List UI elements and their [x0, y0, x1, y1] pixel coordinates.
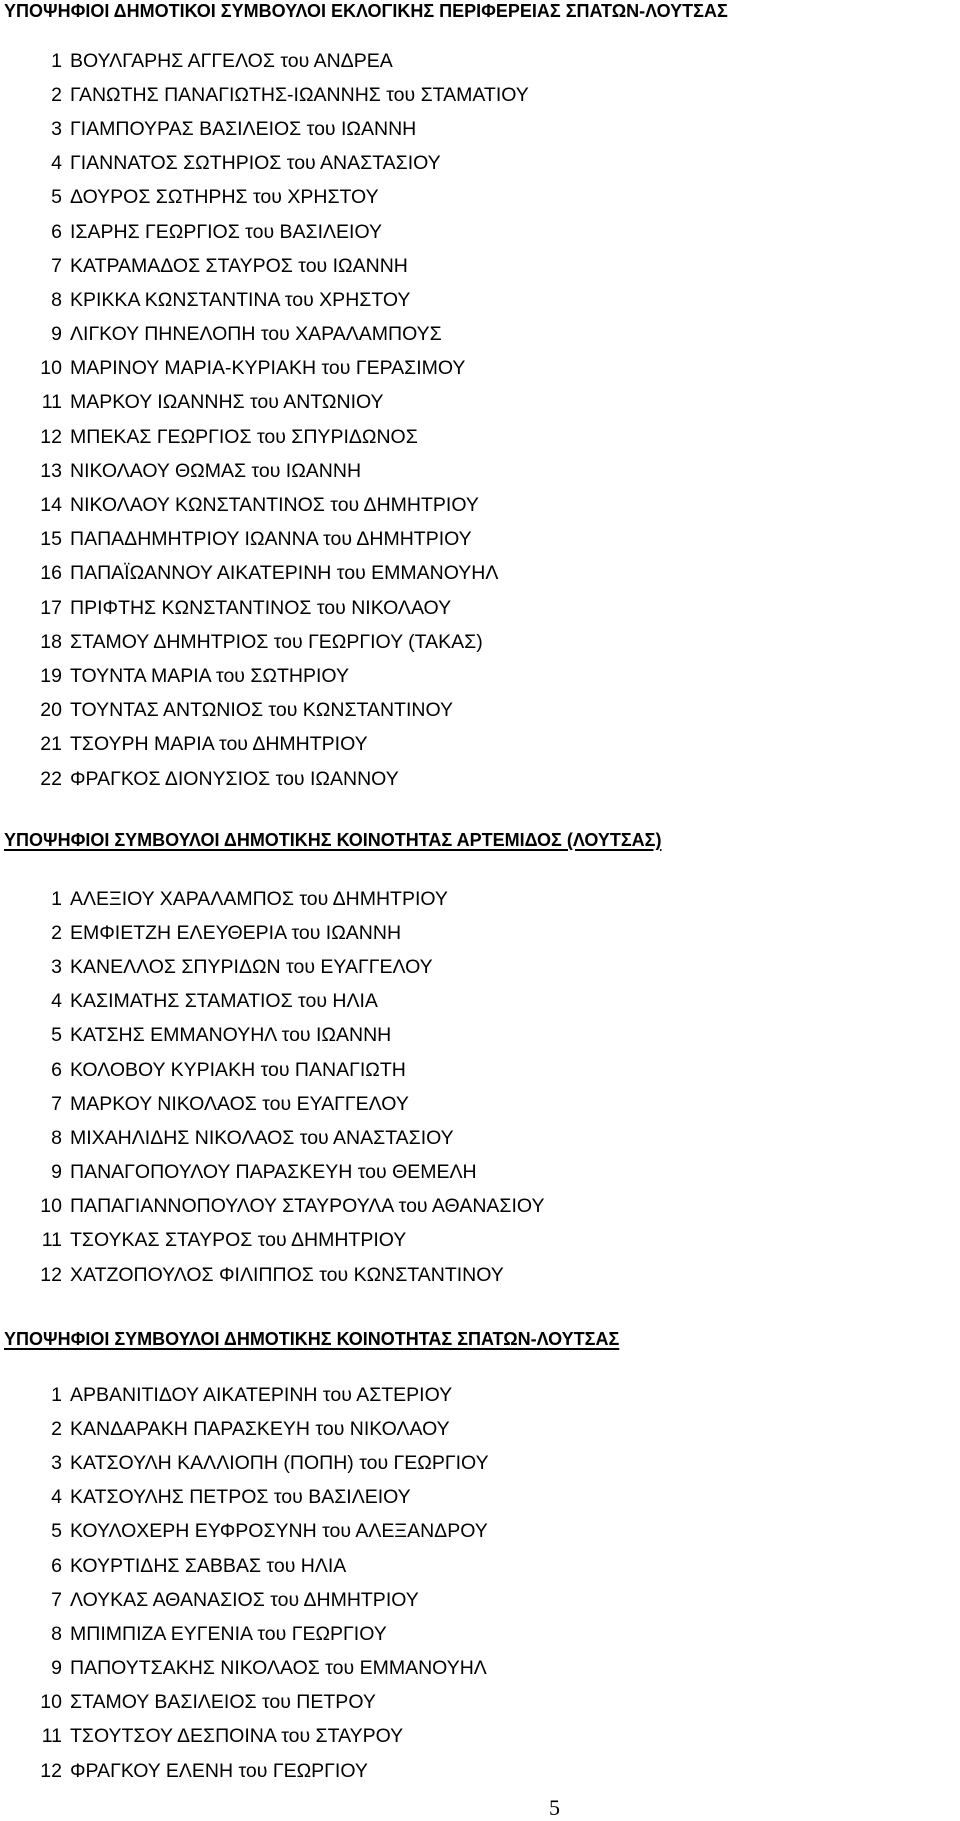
candidate-name: ΤΣΟΥΚΑΣ ΣΤΑΥΡΟΣ του ΔΗΜΗΤΡΙΟΥ — [70, 1229, 407, 1252]
list-item — [0, 916, 920, 950]
candidate-number: 1 — [51, 49, 62, 72]
list-item — [0, 1190, 920, 1224]
candidate-name: ΝΙΚΟΛΑΟΥ ΚΩΝΣΤΑΝΤΙΝΟΣ του ΔΗΜΗΤΡΙΟΥ — [70, 494, 479, 517]
candidate-number: 2 — [51, 921, 62, 944]
list-item — [0, 694, 920, 728]
list-item — [0, 557, 920, 591]
candidate-number: 8 — [51, 1126, 62, 1149]
list-item — [0, 1652, 920, 1686]
section-title-spata-loutsa-community: ΥΠΟΨΗΦΙΟΙ ΣΥΜΒΟΥΛΟΙ ΔΗΜΟΤΙΚΗΣ ΚΟΙΝΟΤΗΤΑΣ ΣΠΑΤΩΝ-ΛΟΥΤΣΑΣ — [4, 1329, 620, 1349]
candidate-number: 2 — [51, 1417, 62, 1440]
candidate-name: ΣΤΑΜΟΥ ΒΑΣΙΛΕΙΟΣ του ΠΕΤΡΟΥ — [70, 1691, 376, 1714]
candidate-name: ΚΡΙΚΚΑ ΚΩΝΣΤΑΝΤΙΝΑ του ΧΡΗΣΤΟΥ — [70, 288, 411, 311]
list-item — [0, 318, 920, 352]
list-item — [0, 1156, 920, 1190]
list-item — [0, 147, 920, 181]
list-item — [0, 1446, 920, 1480]
candidate-number: 21 — [40, 733, 62, 756]
candidate-name: ΜΙΧΑΗΛΙΔΗΣ ΝΙΚΟΛΑΟΣ του ΑΝΑΣΤΑΣΙΟΥ — [70, 1126, 454, 1149]
candidate-number: 13 — [40, 459, 62, 482]
candidate-name: ΚΑΤΣΗΣ ΕΜΜΑΝΟΥΗΛ του ΙΩΑΝΝΗ — [70, 1024, 392, 1047]
list-item — [0, 523, 920, 557]
list-item — [0, 1583, 920, 1617]
candidate-list-artemida-community — [0, 882, 920, 1292]
candidate-name: ΜΠΕΚΑΣ ΓΕΩΡΓΙΟΣ του ΣΠΥΡΙΔΩΝΟΣ — [70, 425, 418, 448]
candidate-name: ΠΡΙΦΤΗΣ ΚΩΝΣΤΑΝΤΙΝΟΣ του ΝΙΚΟΛΑΟΥ — [70, 596, 452, 619]
candidate-number: 10 — [40, 1195, 62, 1218]
candidate-name: ΤΟΥΝΤΑ ΜΑΡΙΑ του ΣΩΤΗΡΙΟΥ — [70, 664, 349, 687]
list-item — [0, 1053, 920, 1087]
candidate-number: 9 — [51, 323, 62, 346]
candidate-name: ΤΟΥΝΤΑΣ ΑΝΤΩΝΙΟΣ του ΚΩΝΣΤΑΝΤΙΝΟΥ — [70, 699, 454, 722]
candidate-number: 6 — [51, 1058, 62, 1081]
candidate-number: 20 — [40, 699, 62, 722]
list-item — [0, 386, 920, 420]
section-title-municipal-council: ΥΠΟΨΗΦΙΟΙ ΔΗΜΟΤΙΚΟΙ ΣΥΜΒΟΥΛΟΙ ΕΚΛΟΓΙΚΗΣ ΠΕΡΙΦΕΡΕΙΑΣ ΣΠΑΤΩΝ-ΛΟΥΤΣΑΣ — [4, 1, 728, 21]
candidate-number: 22 — [40, 767, 62, 790]
list-item — [0, 78, 920, 112]
candidate-number: 2 — [51, 83, 62, 106]
section-title-artemida-community: ΥΠΟΨΗΦΙΟΙ ΣΥΜΒΟΥΛΟΙ ΔΗΜΟΤΙΚΗΣ ΚΟΙΝΟΤΗΤΑΣ ΑΡΤΕΜΙΔΟΣ (ΛΟΥΤΣΑΣ) — [4, 830, 662, 850]
list-item — [0, 1617, 920, 1651]
candidate-number: 19 — [40, 664, 62, 687]
list-item — [0, 44, 920, 78]
candidate-number: 3 — [51, 1451, 62, 1474]
list-item — [0, 950, 920, 984]
candidate-name: ΝΙΚΟΛΑΟΥ ΘΩΜΑΣ του ΙΩΑΝΝΗ — [70, 459, 362, 482]
candidate-number: 10 — [40, 357, 62, 380]
candidate-number: 5 — [51, 1024, 62, 1047]
list-item — [0, 352, 920, 386]
list-item — [0, 1019, 920, 1053]
candidate-list-spata-loutsa-community — [0, 1378, 920, 1788]
list-item — [0, 625, 920, 659]
candidate-number: 17 — [40, 596, 62, 619]
candidate-number: 5 — [51, 186, 62, 209]
candidate-name: ΛΟΥΚΑΣ ΑΘΑΝΑΣΙΟΣ του ΔΗΜΗΤΡΙΟΥ — [70, 1588, 419, 1611]
candidate-number: 1 — [51, 887, 62, 910]
candidate-number: 12 — [40, 1263, 62, 1286]
candidate-name: ΔΟΥΡΟΣ ΣΩΤΗΡΗΣ του ΧΡΗΣΤΟΥ — [70, 186, 379, 209]
list-item — [0, 1378, 920, 1412]
list-item — [0, 1258, 920, 1292]
candidate-name: ΚΑΤΣΟΥΛΗ ΚΑΛΛΙΟΠΗ (ΠΟΠΗ) του ΓΕΩΡΓΙΟΥ — [70, 1451, 489, 1474]
candidate-number: 12 — [40, 425, 62, 448]
list-item — [0, 1515, 920, 1549]
list-item — [0, 181, 920, 215]
list-item — [0, 1121, 920, 1155]
candidate-name: ΑΡΒΑΝΙΤΙΔΟΥ ΑΙΚΑΤΕΡΙΝΗ του ΑΣΤΕΡΙΟΥ — [70, 1383, 453, 1406]
candidate-number: 5 — [51, 1520, 62, 1543]
candidate-number: 9 — [51, 1657, 62, 1680]
candidate-name: ΓΑΝΩΤΗΣ ΠΑΝΑΓΙΩΤΗΣ-ΙΩΑΝΝΗΣ του ΣΤΑΜΑΤΙΟΥ — [70, 83, 529, 106]
list-item — [0, 1754, 920, 1788]
candidate-name: ΚΟΥΛΟΧΕΡΗ ΕΥΦΡΟΣΥΝΗ του ΑΛΕΞΑΝΔΡΟΥ — [70, 1520, 488, 1543]
candidate-number: 4 — [51, 1486, 62, 1509]
candidate-name: ΠΑΠΟΥΤΣΑΚΗΣ ΝΙΚΟΛΑΟΣ του ΕΜΜΑΝΟΥΗΛ — [70, 1657, 487, 1680]
candidate-name: ΣΤΑΜΟΥ ΔΗΜΗΤΡΙΟΣ του ΓΕΩΡΓΙΟΥ (ΤΑΚΑΣ) — [70, 630, 483, 653]
list-item — [0, 215, 920, 249]
candidate-number: 11 — [41, 1725, 62, 1748]
list-item — [0, 1087, 920, 1121]
list-item — [0, 454, 920, 488]
candidate-number: 9 — [51, 1161, 62, 1184]
candidate-number: 3 — [51, 955, 62, 978]
list-item — [0, 283, 920, 317]
candidate-name: ΦΡΑΓΚΟΣ ΔΙΟΝΥΣΙΟΣ του ΙΩΑΝΝΟΥ — [70, 767, 399, 790]
candidate-number: 15 — [40, 528, 62, 551]
candidate-name: ΒΟΥΛΓΑΡΗΣ ΑΓΓΕΛΟΣ του ΑΝΔΡΕΑ — [70, 49, 393, 72]
list-item — [0, 249, 920, 283]
candidate-name: ΚΟΛΟΒΟΥ ΚΥΡΙΑΚΗ του ΠΑΝΑΓΙΩΤΗ — [70, 1058, 406, 1081]
candidate-name: ΙΣΑΡΗΣ ΓΕΩΡΓΙΟΣ του ΒΑΣΙΛΕΙΟΥ — [70, 220, 382, 243]
candidate-name: ΛΙΓΚΟΥ ΠΗΝΕΛΟΠΗ του ΧΑΡΑΛΑΜΠΟΥΣ — [70, 323, 442, 346]
candidate-number: 7 — [51, 254, 62, 277]
list-item — [0, 762, 920, 796]
candidate-name: ΕΜΦΙΕΤΖΗ ΕΛΕΥΘΕΡΙΑ του ΙΩΑΝΝΗ — [70, 921, 402, 944]
candidate-number: 1 — [51, 1383, 62, 1406]
candidate-name: ΚΑΤΡΑΜΑΔΟΣ ΣΤΑΥΡΟΣ του ΙΩΑΝΝΗ — [70, 254, 408, 277]
candidate-list-municipal-council — [0, 44, 920, 796]
candidate-name: ΠΑΝΑΓΟΠΟΥΛΟΥ ΠΑΡΑΣΚΕΥΗ του ΘΕΜΕΛΗ — [70, 1161, 477, 1184]
candidate-name: ΦΡΑΓΚΟΥ ΕΛΕΝΗ του ΓΕΩΡΓΙΟΥ — [70, 1759, 368, 1782]
candidate-number: 4 — [51, 990, 62, 1013]
candidate-number: 18 — [40, 630, 62, 653]
candidate-number: 8 — [51, 1622, 62, 1645]
candidate-name: ΚΑΣΙΜΑΤΗΣ ΣΤΑΜΑΤΙΟΣ του ΗΛΙΑ — [70, 990, 378, 1013]
list-item — [0, 112, 920, 146]
candidate-name: ΓΙΑΜΠΟΥΡΑΣ ΒΑΣΙΛΕΙΟΣ του ΙΩΑΝΝΗ — [70, 117, 417, 140]
list-item — [0, 591, 920, 625]
candidate-number: 12 — [40, 1759, 62, 1782]
list-item — [0, 1549, 920, 1583]
candidate-name: ΠΑΠΑΪΩΑΝΝΟΥ ΑΙΚΑΤΕΡΙΝΗ του ΕΜΜΑΝΟΥΗΛ — [70, 562, 499, 585]
candidate-name: ΚΟΥΡΤΙΔΗΣ ΣΑΒΒΑΣ του ΗΛΙΑ — [70, 1554, 347, 1577]
candidate-number: 11 — [41, 391, 62, 414]
list-item — [0, 1224, 920, 1258]
list-item — [0, 882, 920, 916]
list-item — [0, 420, 920, 454]
list-item — [0, 1686, 920, 1720]
candidate-number: 10 — [40, 1691, 62, 1714]
candidate-number: 4 — [51, 152, 62, 175]
candidate-number: 8 — [51, 288, 62, 311]
candidate-name: ΚΑΝΔΑΡΑΚΗ ΠΑΡΑΣΚΕΥΗ του ΝΙΚΟΛΑΟΥ — [70, 1417, 450, 1440]
candidate-name: ΧΑΤΖΟΠΟΥΛΟΣ ΦΙΛΙΠΠΟΣ του ΚΩΝΣΤΑΝΤΙΝΟΥ — [70, 1263, 504, 1286]
candidate-number: 6 — [51, 220, 62, 243]
candidate-number: 7 — [51, 1588, 62, 1611]
list-item — [0, 985, 920, 1019]
list-item — [0, 1720, 920, 1754]
candidate-name: ΠΑΠΑΔΗΜΗΤΡΙΟΥ ΙΩΑΝΝΑ του ΔΗΜΗΤΡΙΟΥ — [70, 528, 472, 551]
candidate-name: ΜΑΡΚΟΥ ΝΙΚΟΛΑΟΣ του ΕΥΑΓΓΕΛΟΥ — [70, 1092, 409, 1115]
candidate-name: ΑΛΕΞΙΟΥ ΧΑΡΑΛΑΜΠΟΣ του ΔΗΜΗΤΡΙΟΥ — [70, 887, 448, 910]
page-number: 5 — [549, 1795, 560, 1820]
candidate-number: 6 — [51, 1554, 62, 1577]
list-item — [0, 659, 920, 693]
list-item — [0, 1481, 920, 1515]
candidate-number: 3 — [51, 117, 62, 140]
list-item — [0, 728, 920, 762]
candidate-number: 7 — [51, 1092, 62, 1115]
candidate-name: ΤΣΟΥΤΣΟΥ ΔΕΣΠΟΙΝΑ του ΣΤΑΥΡΟΥ — [70, 1725, 404, 1748]
list-item — [0, 1412, 920, 1446]
candidate-name: ΓΙΑΝΝΑΤΟΣ ΣΩΤΗΡΙΟΣ του ΑΝΑΣΤΑΣΙΟΥ — [70, 152, 441, 175]
candidate-number: 14 — [40, 494, 62, 517]
candidate-number: 16 — [40, 562, 62, 585]
candidate-name: ΜΠΙΜΠΙΖΑ ΕΥΓΕΝΙΑ του ΓΕΩΡΓΙΟΥ — [70, 1622, 387, 1645]
candidate-name: ΚΑΝΕΛΛΟΣ ΣΠΥΡΙΔΩΝ του ΕΥΑΓΓΕΛΟΥ — [70, 955, 433, 978]
candidate-name: ΤΣΟΥΡΗ ΜΑΡΙΑ του ΔΗΜΗΤΡΙΟΥ — [70, 733, 368, 756]
candidate-number: 11 — [41, 1229, 62, 1252]
candidate-name: ΠΑΠΑΓΙΑΝΝΟΠΟΥΛΟΥ ΣΤΑΥΡΟΥΛΑ του ΑΘΑΝΑΣΙΟΥ — [70, 1195, 545, 1218]
candidate-name: ΚΑΤΣΟΥΛΗΣ ΠΕΤΡΟΣ του ΒΑΣΙΛΕΙΟΥ — [70, 1486, 411, 1509]
list-item — [0, 488, 920, 522]
candidate-name: ΜΑΡΚΟΥ ΙΩΑΝΝΗΣ του ΑΝΤΩΝΙΟΥ — [70, 391, 384, 414]
candidate-name: ΜΑΡΙΝΟΥ ΜΑΡΙΑ-ΚΥΡΙΑΚΗ του ΓΕΡΑΣΙΜΟΥ — [70, 357, 466, 380]
